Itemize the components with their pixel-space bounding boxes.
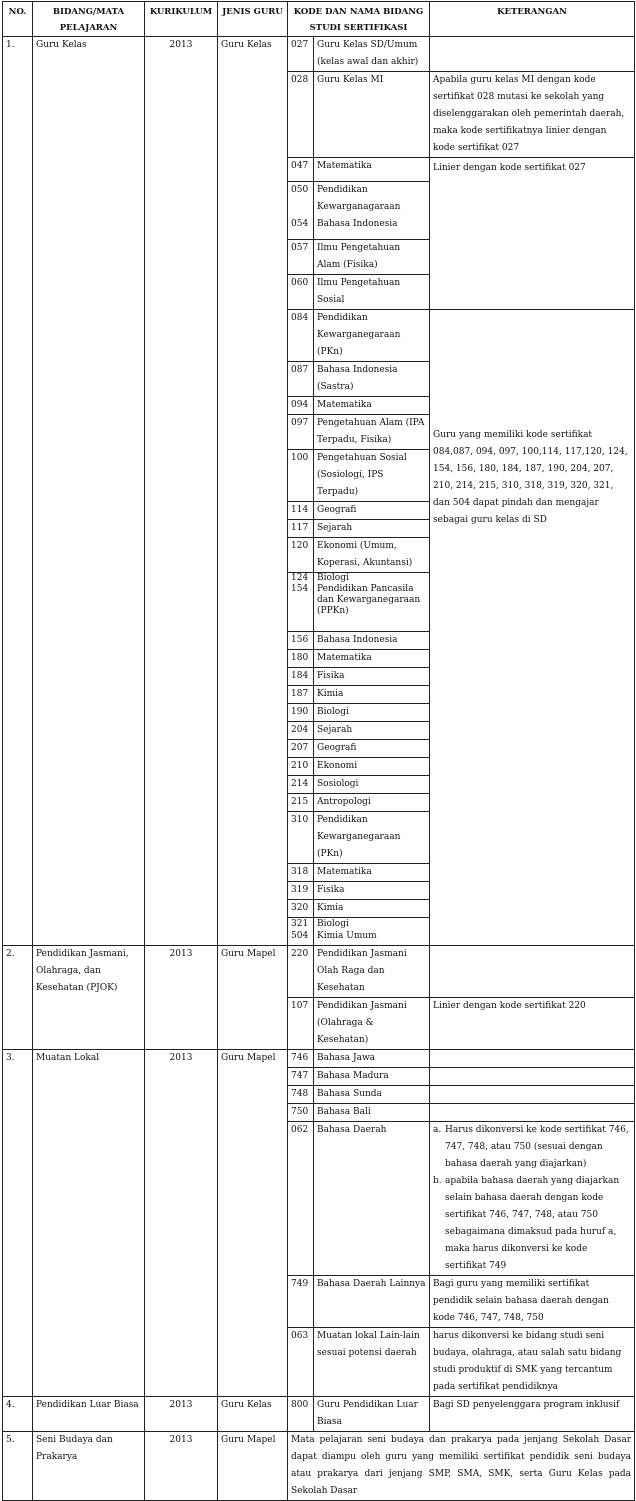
cert-code: 062 [288,1122,314,1276]
note-cell [430,1050,635,1068]
cert-name: Pengetahuan Alam (IPA Terpadu, Fisika) [314,415,430,450]
cert-code: 320 [288,900,314,918]
cert-name: Geografi [314,502,430,520]
note-cell: Apabila guru kelas MI dengan kode sertifikat 028 mutasi ke sekolah yang diselenggarakan oleh pemerintah daerah, maka kode sertifikatnya linier dengan kode sertifikat 027 [430,72,635,158]
note-cell [430,1068,635,1086]
section-no: 4. [3,1397,33,1432]
cert-name: Sosiologi [314,776,430,794]
cert-code: 750 [288,1104,314,1122]
cert-code: 084 [288,310,314,362]
table-row [3,1397,635,1432]
cert-code: 210 [288,758,314,776]
cert-name: Ilmu Pengetahuan Sosial [314,275,430,310]
cert-name: Bahasa Daerah Lainnya [314,1276,430,1328]
section-jenis: Guru Mapel [218,946,288,1050]
cert-code: 060 [288,275,314,310]
cert-code: 057 [288,240,314,275]
cert-name: Bahasa Indonesia (Sastra) [314,362,430,397]
list-marker: a. [433,1125,442,1135]
cert-code: 749 [288,1276,314,1328]
cert-name: Guru Kelas MI [314,72,430,158]
cert-name: Ilmu Pengetahuan Alam (Fisika) [314,240,430,275]
cert-name: Sejarah [314,722,430,740]
cert-code: 214 [288,776,314,794]
cert-code: 800 [288,1397,314,1432]
header-jenis-guru: JENIS GURU [218,2,288,37]
header-no: NO. [3,2,33,37]
cert-name: Muatan lokal Lain-lain sesuai potensi daerah [314,1328,430,1397]
cert-name: Pendidikan Kewarganegaraan (PKn) [314,310,430,362]
list-text: apabila bahasa daerah yang diajarkan selain bahasa daerah dengan kode sertifikat 746, 747, 748, atau 750 sebagaimana dimaksud pada huruf a, maka harus dikonversi ke kode sertifikat 749 [445,1176,620,1271]
section-kurikulum: 2013 [145,37,218,946]
cert-code: 028 [288,72,314,158]
cert-code: 027 [288,37,314,72]
cert-name: Sejarah [314,520,430,538]
cert-code: 063 [288,1328,314,1397]
cert-name: Bahasa Madura [314,1068,430,1086]
list-text: Harus dikonversi ke kode sertifikat 746, 747, 748, atau 750 (sesuai dengan bahasa daerah yang diajarkan) [445,1125,629,1169]
cert-code: 319 [288,882,314,900]
cert-code: 187 [288,686,314,704]
cert-code: 100 [288,450,314,502]
cert-code: 156 [288,632,314,650]
cert-name: Guru Pendidikan Luar Biasa [314,1397,430,1432]
section-bidang: Seni Budaya dan Prakarya [33,1432,145,1501]
section-kurikulum: 2013 [145,1050,218,1397]
section-jenis: Guru Mapel [218,1050,288,1397]
cert-code: 124 154 [288,573,314,632]
cert-name: Geografi [314,740,430,758]
cert-name: Biologi [314,704,430,722]
cert-code: 184 [288,668,314,686]
section-kurikulum: 2013 [145,1397,218,1432]
cert-name: Pendidikan Kewarganagaraan Bahasa Indonesia [314,182,430,240]
header-keterangan: KETERANGAN [430,2,635,37]
cert-code: 190 [288,704,314,722]
cert-name: Bahasa Sunda [314,1086,430,1104]
section-no: 1. [3,37,33,946]
certification-table [2,1,635,1501]
cert-name: Ekonomi [314,758,430,776]
cert-code: 120 [288,538,314,573]
note-cell: Guru yang memiliki kode sertifikat 084,087, 094, 097, 100,114, 117,120, 124, 154, 156, 180, 184, 187, 190, 204, 207, 210, 214, 215, 310, 318, 319, 320, 321, dan 504 dapat pindah dan mengajar sebagai guru kelas di SD [430,310,635,946]
header-row [3,2,635,37]
section-bidang: Pendidikan Luar Biasa [33,1397,145,1432]
section-jenis: Guru Mapel [218,1432,288,1501]
cert-name: Fisika [314,668,430,686]
cert-code: 114 [288,502,314,520]
note-list-item [433,1173,631,1275]
table-row [3,37,635,72]
section-bidang: Guru Kelas [33,37,145,946]
note-cell: Linier dengan kode sertifikat 220 [430,998,635,1050]
note-cell: Mata pelajaran seni budaya dan prakarya pada jenjang Sekolah Dasar dapat diampu oleh guru yang memiliki sertifikat pendidik seni budaya atau prakarya dari jenjang SMP, SMA, SMK, serta Guru Kelas pada Sekolah Dasar [288,1432,635,1501]
cert-name: Kimia [314,686,430,704]
cert-code: 047 [288,158,314,182]
section-no: 5. [3,1432,33,1501]
cert-name: Matematika [314,397,430,415]
table-row [3,1432,635,1501]
note-cell [430,1104,635,1122]
cert-code: 117 [288,520,314,538]
cert-name: Biologi Pendidikan Pancasila dan Kewarganegaraan (PPKn) [314,573,430,632]
section-jenis: Guru Kelas [218,1397,288,1432]
cert-name: Matematika [314,864,430,882]
cert-name: Bahasa Bali [314,1104,430,1122]
note-cell: Bagi SD penyelenggara program inklusif [430,1397,635,1432]
cert-code: 321 504 [288,918,314,946]
table-row [3,946,635,998]
cert-code: 747 [288,1068,314,1086]
cert-code: 310 [288,812,314,864]
note-list-item [433,1122,631,1173]
header-kode: KODE DAN NAMA BIDANG STUDI SERTIFIKASI [288,2,430,37]
section-bidang: Pendidikan Jasmani, Olahraga, dan Kesehatan (PJOK) [33,946,145,1050]
cert-name: Fisika [314,882,430,900]
cert-code: 318 [288,864,314,882]
cert-name: Pendidikan Kewarganegaraan (PKn) [314,812,430,864]
cert-name: Bahasa Indonesia [314,632,430,650]
cert-name: Guru Kelas SD/Umum (kelas awal dan akhir) [314,37,430,72]
cert-code: 204 [288,722,314,740]
cert-code: 087 [288,362,314,397]
note-cell [430,1122,635,1276]
cert-code: 748 [288,1086,314,1104]
cert-name: Ekonomi (Umum, Koperasi, Akuntansi) [314,538,430,573]
section-jenis: Guru Kelas [218,37,288,946]
section-kurikulum: 2013 [145,1432,218,1501]
note-cell: harus dikonversi ke bidang studi seni budaya, olahraga, atau salah satu bidang studi produktif di SMK yang tercantum pada sertifikat pendidiknya [430,1328,635,1397]
table-row [3,1050,635,1068]
header-bidang: BIDANG/MATA PELAJARAN [33,2,145,37]
cert-name: Matematika [314,650,430,668]
cert-name: Pendidikan Jasmani Olah Raga dan Kesehatan [314,946,430,998]
cert-name: Bahasa Jawa [314,1050,430,1068]
cert-code: 746 [288,1050,314,1068]
cert-code: 097 [288,415,314,450]
cert-name: Biologi Kimia Umum [314,918,430,946]
cert-code: 107 [288,998,314,1050]
cert-code: 050 054 [288,182,314,240]
list-marker: b. [433,1176,442,1186]
header-kurikulum: KURIKULUM [145,2,218,37]
cert-code: 207 [288,740,314,758]
note-cell [430,1086,635,1104]
cert-code: 215 [288,794,314,812]
section-bidang: Muatan Lokal [33,1050,145,1397]
note-cell: Linier dengan kode sertifikat 027 [430,158,635,310]
cert-name: Kimia [314,900,430,918]
section-no: 2. [3,946,33,1050]
cert-name: Pendidikan Jasmani (Olahraga & Kesehatan) [314,998,430,1050]
section-kurikulum: 2013 [145,946,218,1050]
cert-name: Matematika [314,158,430,182]
cert-code: 094 [288,397,314,415]
cert-name: Bahasa Daerah [314,1122,430,1276]
cert-code: 180 [288,650,314,668]
cert-code: 220 [288,946,314,998]
note-cell [430,946,635,998]
cert-name: Pengetahuan Sosial (Sosiologi, IPS Terpadu) [314,450,430,502]
cert-name: Antropologi [314,794,430,812]
note-cell: Bagi guru yang memiliki sertifikat pendidik selain bahasa daerah dengan kode 746, 747, 748, 750 [430,1276,635,1328]
note-cell [430,37,635,72]
section-no: 3. [3,1050,33,1397]
